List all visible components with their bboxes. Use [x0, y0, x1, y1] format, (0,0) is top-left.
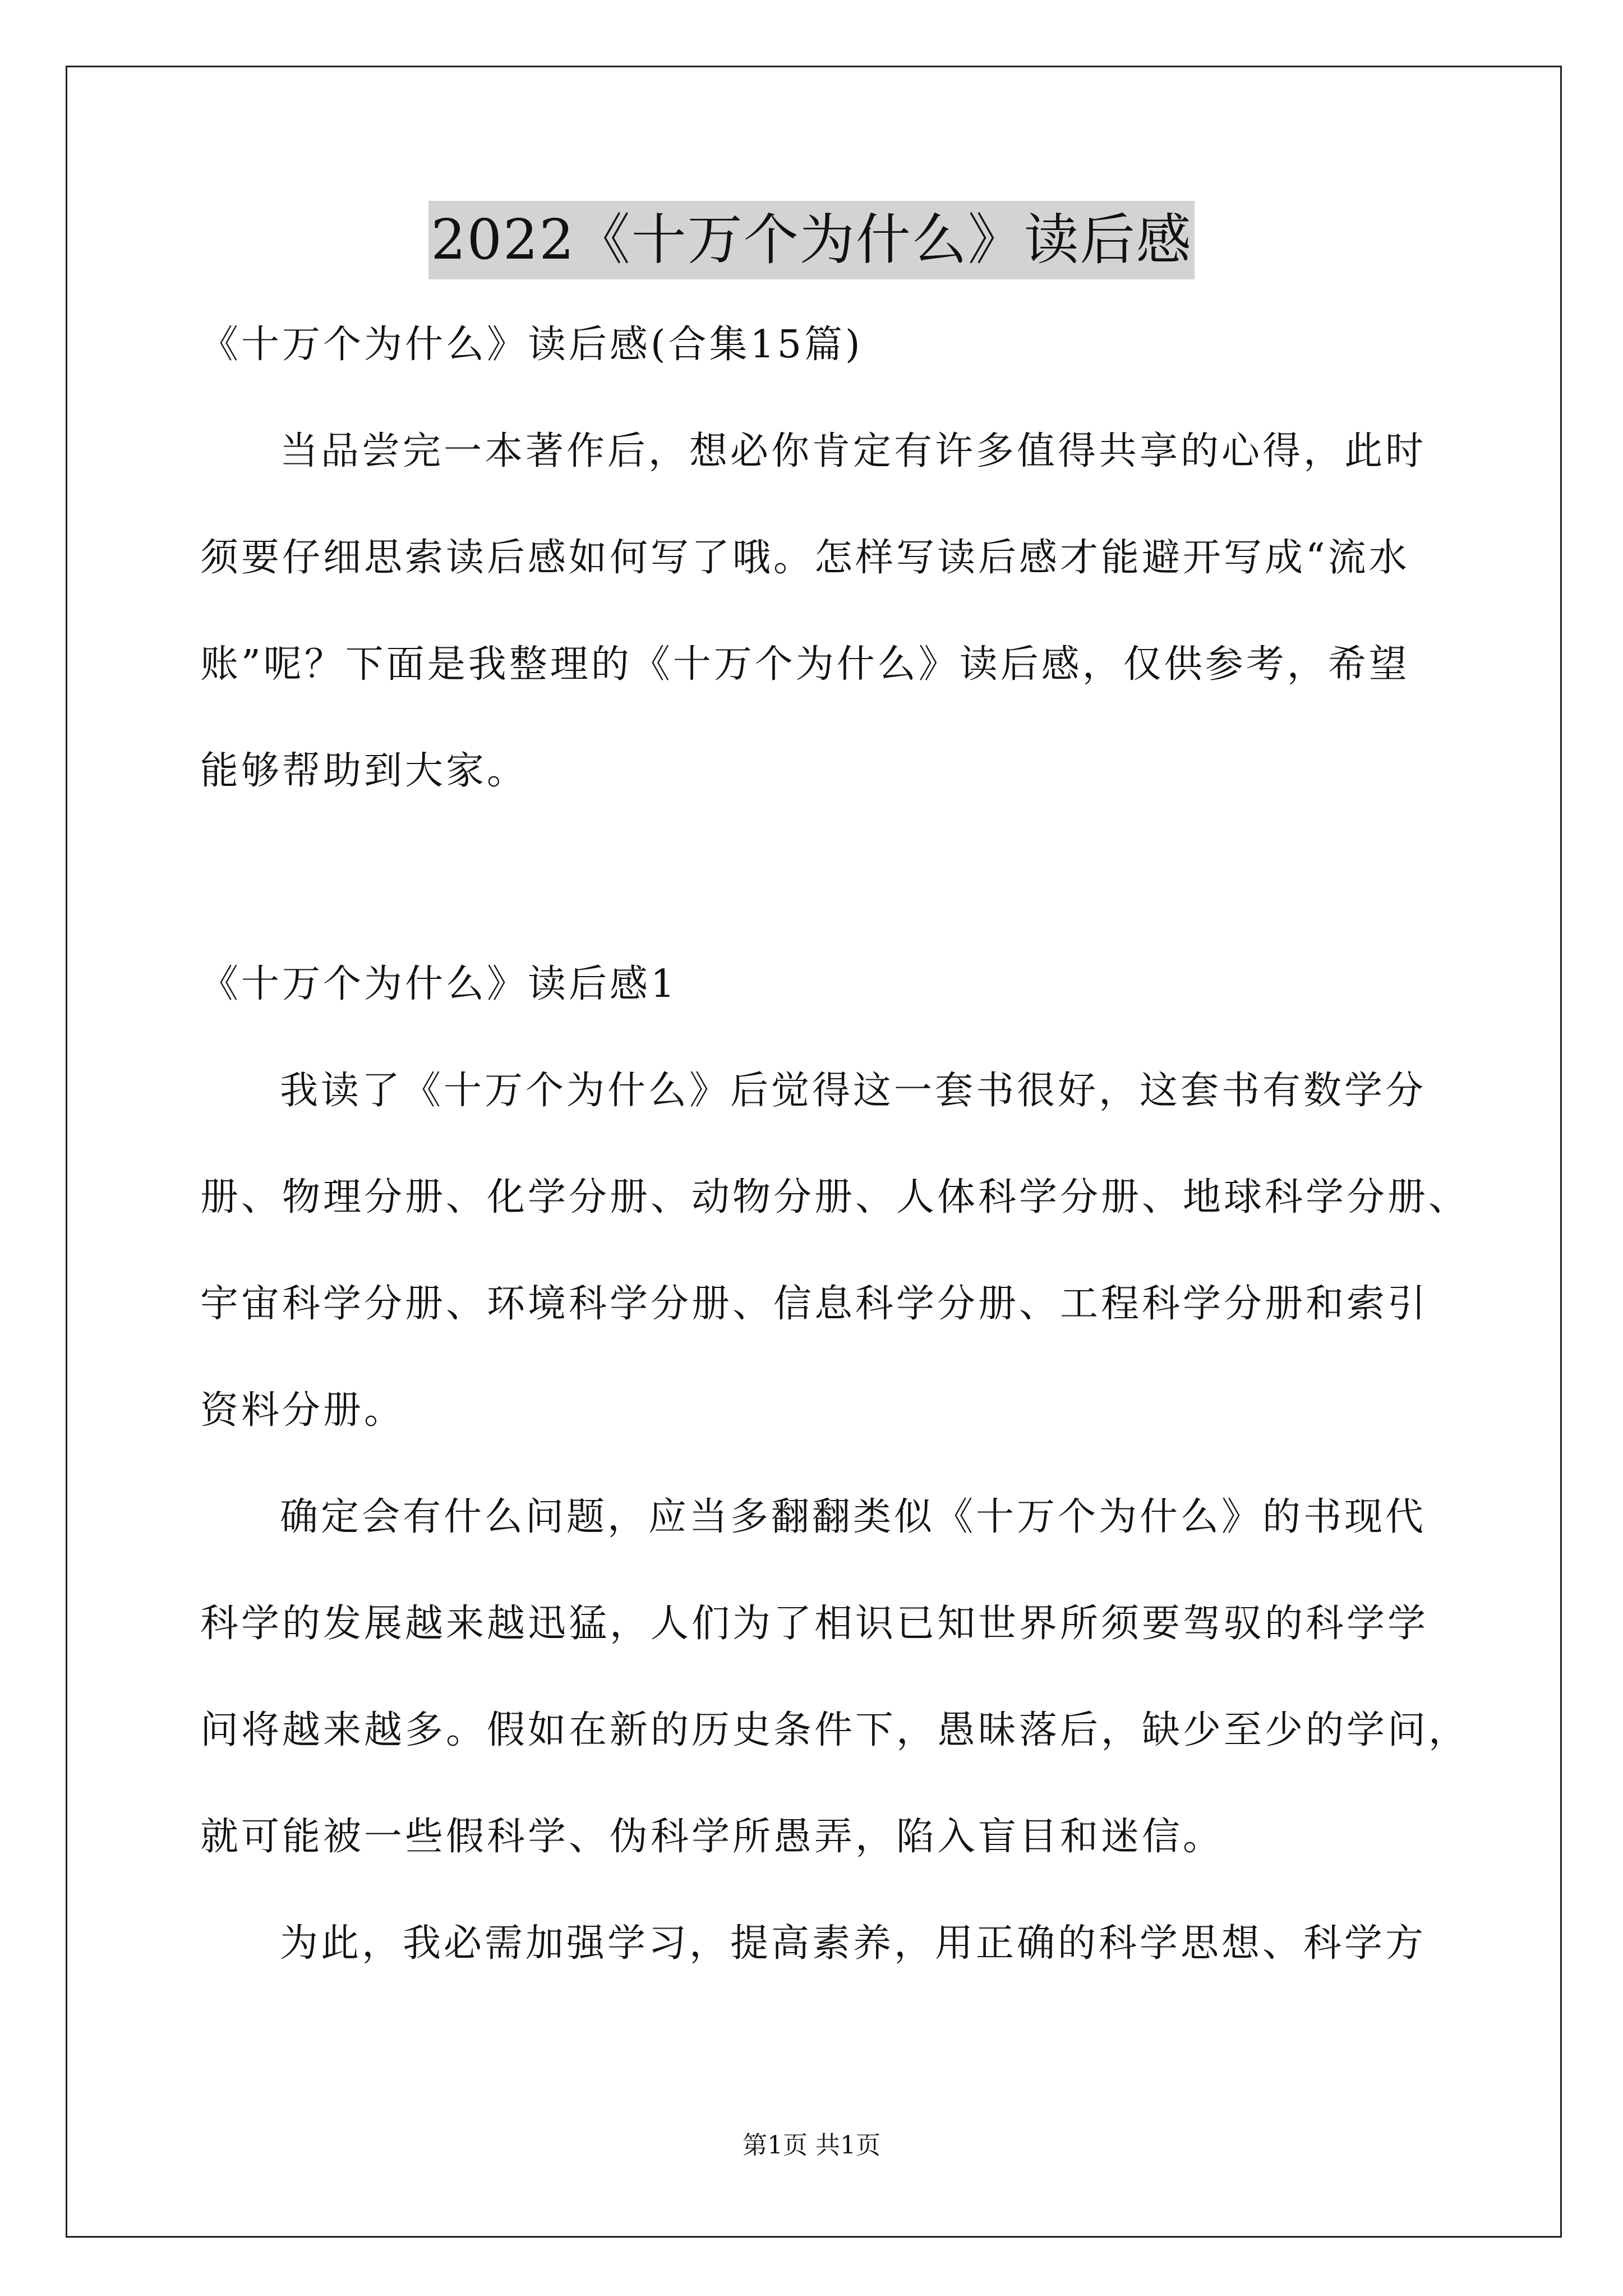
paragraph-line: 问将越来越多。假如在新的历史条件下，愚昧落后，缺少至少的学问， [200, 1708, 1470, 1752]
intro-paragraph [200, 398, 1473, 825]
paragraph-line: 账”呢？下面是我整理的《十万个为什么》读后感，仅供参考，希望 [200, 642, 1410, 687]
section-paragraph-1 [200, 1038, 1473, 1464]
paragraph-line: 册、物理分册、化学分册、动物分册、人体科学分册、地球科学分册、 [200, 1175, 1470, 1220]
section-paragraph-3 [200, 1890, 1473, 1997]
paragraph-line: 须要仔细思索读后感如何写了哦。怎样写读后感才能避开写成“流水 [200, 536, 1410, 580]
document-body [200, 292, 1473, 1997]
paragraph-line: 就可能被一些假科学、伪科学所愚弄，陷入盲目和迷信。 [200, 1815, 1224, 1859]
section-heading: 《十万个为什么》读后感1 [200, 962, 678, 1006]
title-container [0, 201, 1623, 279]
paragraph-line: 确定会有什么问题，应当多翻翻类似《十万个为什么》的书现代 [280, 1495, 1427, 1539]
paragraph-line: 我读了《十万个为什么》后觉得这一套书很好，这套书有数学分 [280, 1069, 1427, 1113]
paragraph-line: 资料分册。 [200, 1388, 405, 1433]
intro-heading: 《十万个为什么》读后感(合集15篇) [200, 323, 863, 367]
paragraph-line: 当品尝完一本著作后，想必你肯定有许多值得共享的心得，此时 [280, 429, 1427, 473]
paragraph-line: 宇宙科学分册、环境科学分册、信息科学分册、工程科学分册和索引 [200, 1282, 1429, 1326]
document-title: 2022《十万个为什么》读后感 [428, 201, 1194, 279]
section-paragraph-2 [200, 1464, 1473, 1890]
paragraph-line: 科学的发展越来越迅猛，人们为了相识已知世界所须要驾驭的科学学 [200, 1602, 1429, 1646]
page-footer: 第1页 共1页 [743, 2131, 880, 2160]
paragraph-line: 能够帮助到大家。 [200, 749, 528, 793]
section-spacer [200, 825, 1473, 931]
paragraph-line: 为此，我必需加强学习，提高素养，用正确的科学思想、科学方 [280, 1921, 1427, 1966]
